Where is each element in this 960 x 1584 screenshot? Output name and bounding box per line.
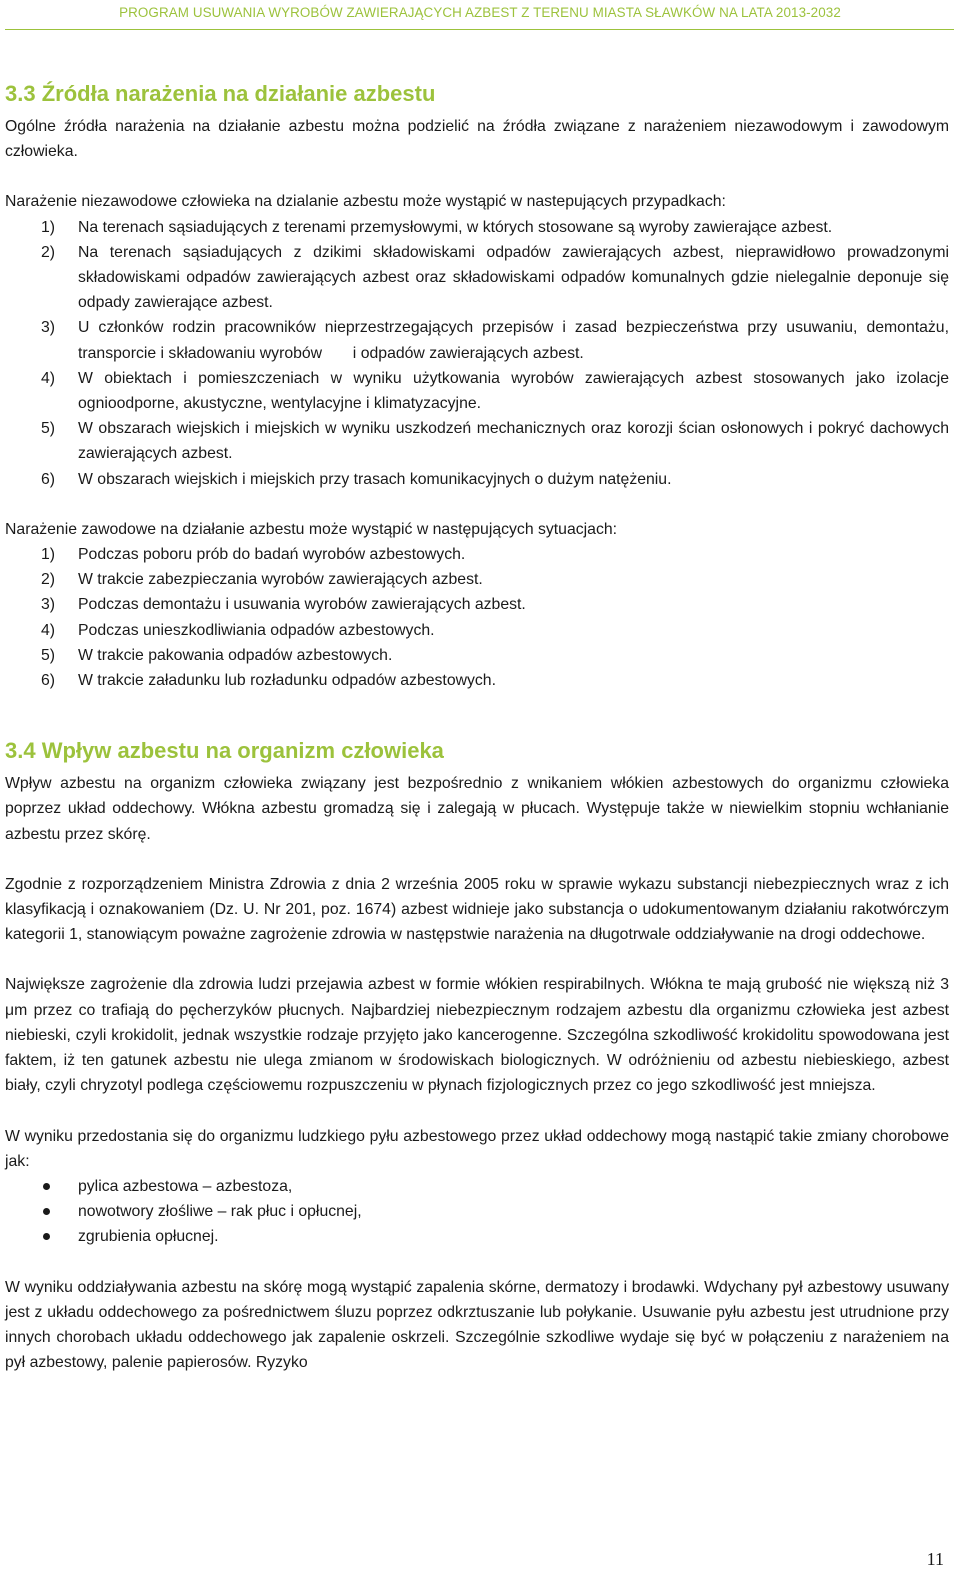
- skin-paragraph: W wyniku oddziaływania azbestu na skórę mogą wystąpić zapalenia skórne, dermatozy i brodawki. Wdychany pył azbestowy usuwany jest z układu oddechowego za pośrednictwem śluzu poprzez odkrztuszanie lub połykanie. Usuwanie pyłu azbestu jest utrudnione przy innych chorobach układu oddechowego jak zapalenie oskrzeli. Szczególnie szkodliwe wydaje się być w połączeniu z narażeniem na pył azbestowy, palenie papierosów. Ryzyko: [5, 1278, 949, 1372]
- list-item: 6) W obszarach wiejskich i miejskich przy trasach komunikacyjnych o dużym natężeniu.: [41, 470, 672, 488]
- disease-list: [5, 1174, 949, 1250]
- list-item: 3) Podczas demontażu i usuwania wyrobów zawierających azbest.: [41, 596, 526, 614]
- header-divider: [5, 29, 954, 30]
- non-occupational-list: [5, 215, 954, 492]
- section-number: 3.3: [5, 81, 36, 106]
- list-item: 4) Podczas unieszkodliwiania odpadów azbestowych.: [41, 621, 435, 639]
- list-item: 3) U członków rodzin pracowników nieprzestrzegających przepisów i zasad bezpieczeństwa przy usuwaniu, demontażu, transporcie i składowaniu wyrobów i odpadów zawierających azbest.: [41, 319, 954, 362]
- list-item: 1) Na terenach sąsiadujących z terenami przemysłowymi, w których stosowane są wyroby zawierające azbest.: [41, 218, 833, 236]
- bullet-icon: [43, 1233, 50, 1240]
- list-item: 5) W obszarach wiejskich i miejskich w wyniku uszkodzeń mechanicznych oraz korozji ścian osłonowych i pokryć dachowych zawierających azbest.: [41, 420, 949, 463]
- list-item: 4) W obiektach i pomieszczeniach w wyniku użytkowania wyrobów zawierających azbest stosowanych jako izolacje ognioodporne, akustyczne, wentylacyjne i klimatyzacyjne.: [41, 369, 949, 413]
- bullet-icon: [43, 1183, 50, 1190]
- list-item: 6) W trakcie załadunku lub rozładunku odpadów azbestowych.: [41, 672, 496, 690]
- list-item: 1) Podczas poboru prób do badań wyrobów azbestowych.: [41, 546, 466, 564]
- body-paragraph: Zgodnie z rozporządzeniem Ministra Zdrowia z dnia 2 września 2005 roku w sprawie wykazu substancji niebezpiecznych wraz z ich klasyfikacją i oznakowaniem (Dz. U. Nr 201, poz. 1674) azbest widnieje jako substancja o udokumentowanym działaniu rakotwórczym kategorii 1, stanowiącym poważne zagrożenie zdrowia w następstwie narażenia na długotrwale oddziaływanie na drogi oddechowe.: [5, 875, 949, 944]
- occupational-list: [5, 542, 949, 693]
- body-paragraph: Wpływ azbestu na organizm człowieka związany jest bezpośrednio z wnikaniem włókien azbestowych do organizmu człowieka poprzez układ oddechowy. Włókna azbestu gromadzą się i zalegają w płucach. Występuje także w niewielkim stopniu wchłanianie azbestu przez skórę.: [5, 775, 949, 843]
- list-item: 5) W trakcie pakowania odpadów azbestowych.: [41, 646, 393, 664]
- list-item: nowotwory złośliwe – rak płuc i opłucnej,: [5, 1199, 949, 1224]
- section-heading-3-4: [5, 731, 949, 771]
- document-body: [5, 74, 954, 1375]
- section-title: Wpływ azbestu na organizm człowieka: [41, 738, 444, 764]
- running-header: PROGRAM USUWANIA WYROBÓW ZAWIERAJĄCYCH AZBEST Z TERENU MIASTA SŁAWKÓW NA LATA 2013-2032: [119, 5, 841, 20]
- list-item: pylica azbestowa – azbestoza,: [5, 1174, 949, 1199]
- list-item: zgrubienia opłucnej.: [5, 1224, 949, 1249]
- section-number: 3.4: [5, 738, 36, 764]
- page-number: 11: [926, 1549, 944, 1569]
- section-heading-3-3: [5, 74, 949, 114]
- body-paragraph: Największe zagrożenie dla zdrowia ludzi przejawia azbest w formie włókien respirabilnych. Włókna te mają grubość nie większą niż 3 μm przez co trafiają do pęcherzyków płucnych. Najbardziej niebezpiecznym rodzajem azbestu dla organizmu człowieka jest azbest niebieski, czyli krokidolit, jednak wszystkie rodzaje przyjęto jako kancerogenne. Szczególna szkodliwość krokidolitu spowodowana jest faktem, iż ten gatunek azbestu nie ulega zmianom w środowiskach biologicznych. W odróżnieniu od azbestu niebieskiego, azbest biały, czyli chryzotyl podlega częściowemu rozpuszczeniu w płynach fizjologicznych przez co jego szkodliwość jest mniejsza.: [5, 976, 949, 1095]
- list-item: 2) Na terenach sąsiadujących z dzikimi składowiskami odpadów zawierających azbest, nieprawidłowo prowadzonymi składowiskami odpadów zawierających azbest oraz składowiskami odpadów komunalnych gdzie nielegalnie deponuje się odpady zawierające azbest.: [41, 243, 949, 312]
- occupational-intro: Narażenie zawodowe na działanie azbestu może wystąpić w następujących sytuacjach:: [5, 520, 618, 538]
- intro-paragraph: Ogólne źródła narażenia na działanie azbestu można podzielić na źródła związane z narażeniem niezawodowym i zawodowym człowieka.: [5, 118, 949, 161]
- section-title: Źródła narażenia na działanie azbestu: [41, 81, 436, 106]
- bullet-icon: [43, 1208, 50, 1215]
- list-item: 2) W trakcie zabezpieczania wyrobów zawierających azbest.: [41, 571, 483, 589]
- body-paragraph: W wyniku przedostania się do organizmu ludzkiego pyłu azbestowego przez układ oddechowy mogą nastąpić takie zmiany chorobowe jak:: [5, 1127, 949, 1170]
- non-occupational-intro: Narażenie niezawodowe człowieka na dzialanie azbestu może wystąpić w nastepujących przypadkach:: [5, 193, 726, 211]
